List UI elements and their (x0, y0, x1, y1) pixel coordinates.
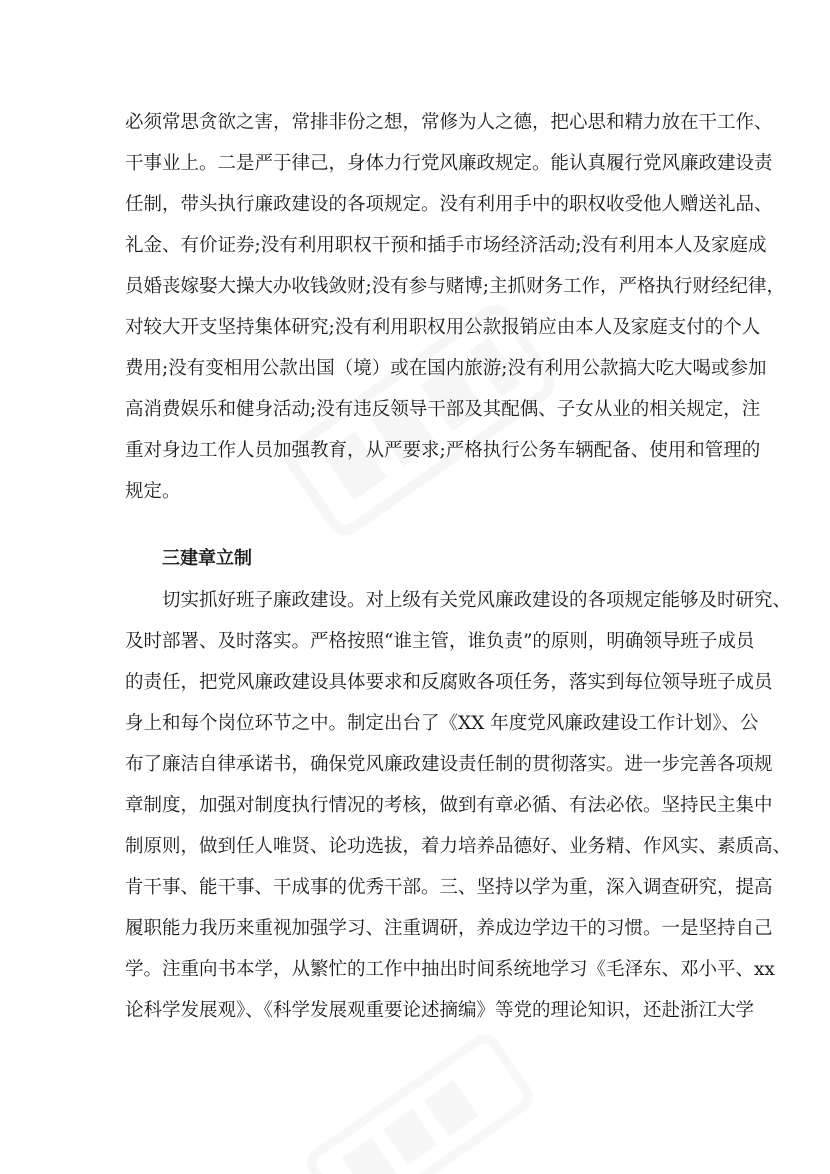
para2-line: 身上和每个岗位环节之中。制定出台了《XX 年度党风廉政建设工作计划》、公 (125, 713, 759, 734)
para1-line: 礼金、有价证券;没有利用职权干预和插手市场经济活动;没有利用本人及家庭成 (125, 235, 767, 256)
para1-line: 任制，带头执行廉政建设的各项规定。没有利用手中的职权收受他人赠送礼品、 (125, 194, 773, 215)
para1-line: 重对身边工作人员加强教育，从严要求;严格执行公务车辆配备、使用和管理的 (125, 440, 761, 461)
para2-line: 制原则，做到任人唯贤、论功选拔，着力培养品德好、业务精、作风实、素质高、 (125, 836, 792, 857)
para1-line: 必须常思贪欲之害，常排非份之想，常修为人之德，把心思和精力放在干工作、 (125, 112, 773, 133)
para2-line: 的责任，把党风廉政建设具体要求和反腐败各项任务，落实到每位领导班子成员 (125, 672, 773, 693)
para1-line: 对较大开支坚持集体研究;没有利用职权用公款报销应由本人及家庭支付的个人 (125, 317, 761, 338)
section-heading: 三建章立制 (162, 548, 252, 569)
para2-line: 履职能力我历来重视加强学习、注重调研，养成边学边干的习惯。一是坚持自己 (125, 918, 773, 939)
para1-line: 员婚丧嫁娶大操大办收钱敛财;没有参与赌博;主抓财务工作，严格执行财经纪律， (125, 276, 785, 297)
para1-line: 干事业上。二是严于律己，身体力行党风廉政规定。能认真履行党风廉政建设责 (125, 153, 773, 174)
para2-line: 及时部署、及时落实。严格按照“谁主管，谁负责”的原则，明确领导班子成员 (125, 631, 755, 652)
para2-line: 章制度，加强对制度执行情况的考核，做到有章必循、有法必依。坚持民主集中 (125, 795, 773, 816)
para1-line: 规定。 (125, 481, 181, 502)
para2-line: 布了廉洁自律承诺书，确保党风廉政建设责任制的贯彻落实。进一步完善各项规 (125, 754, 773, 775)
para2-line: 肯干事、能干事、干成事的优秀干部。三、坚持以学为重，深入调查研究，提高 (125, 877, 773, 898)
para2-line: 切实抓好班子廉政建设。对上级有关党风廉政建设的各项规定能够及时研究、 (162, 590, 792, 611)
para2-line: 学。注重向书本学，从繁忙的工作中抽出时间系统地学习《毛泽东、邓小平、xx (125, 959, 775, 980)
para1-line: 费用;没有变相用公款出国（境）或在国内旅游;没有利用公款搞大吃大喝或参加 (125, 358, 767, 379)
para2-line: 论科学发展观》、《科学发展观重要论述摘编》等党的理论知识，还赴浙江大学 (125, 1000, 755, 1021)
para1-line: 高消费娱乐和健身活动;没有违反领导干部及其配偶、子女从业的相关规定，注 (125, 399, 761, 420)
